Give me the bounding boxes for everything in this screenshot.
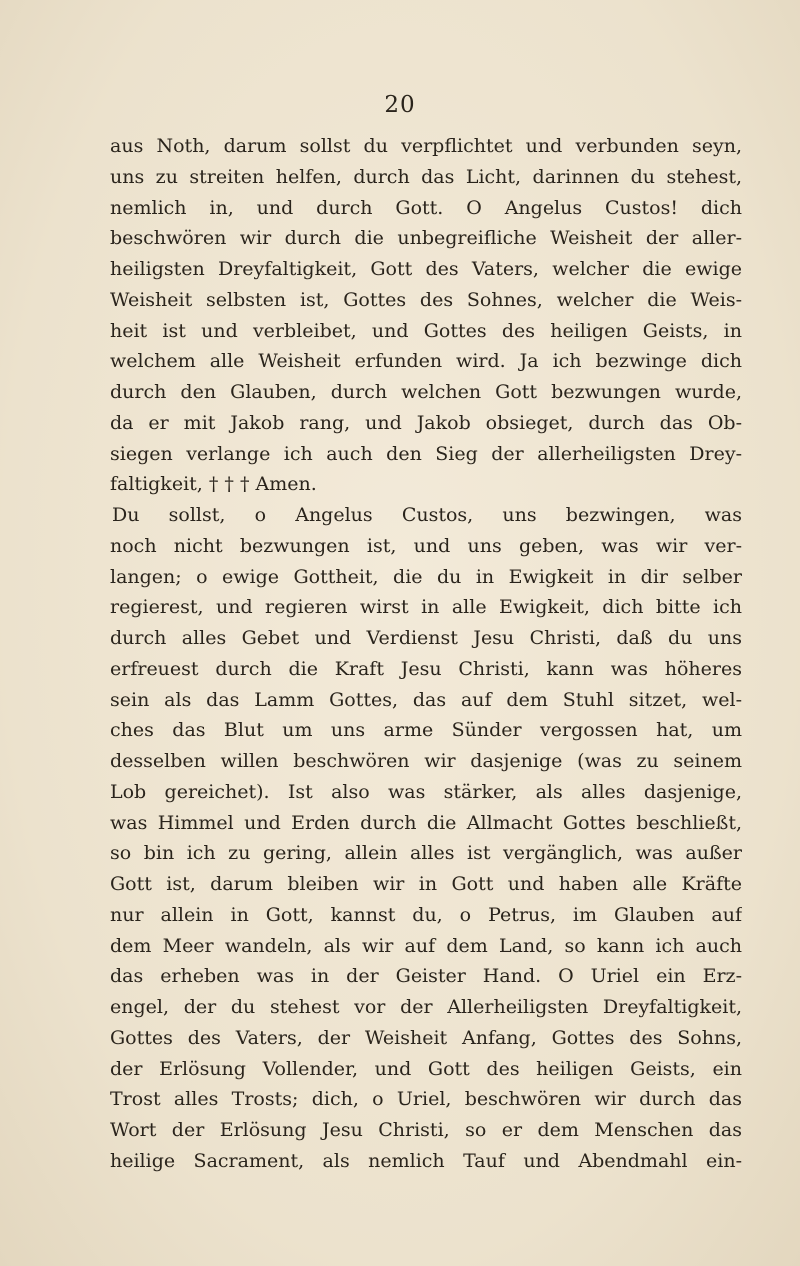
text-line: welchem alle Weisheit erfunden wird. Ja ich bezwinge dich <box>110 350 742 373</box>
text-line: durch den Glauben, durch welchen Gott bezwungen wurde, <box>110 381 742 403</box>
text-line: was Himmel und Erden durch die Allmacht Gottes beschließt, <box>110 811 742 834</box>
text-line: heiligsten Dreyfaltigkeit, Gott des Vaters, welcher die ewige <box>110 258 742 280</box>
text-line: Gottes des Vaters, der Weisheit Anfang, Gottes des Sohns, <box>110 1026 742 1049</box>
text-line: Gott ist, darum bleiben wir in Gott und haben alle Kräfte <box>110 873 742 895</box>
text-line: langen; o ewige Gottheit, die du in Ewigkeit in dir selber <box>110 565 742 588</box>
text-line: aus Noth, darum sollst du verpflichtet und verbunden seyn, <box>110 135 742 157</box>
text-line: da er mit Jakob rang, und Jakob obsieget, durch das Ob- <box>110 411 742 434</box>
text-line: beschwören wir durch die unbegreifliche Weisheit der aller- <box>110 227 742 250</box>
text-line: Lob gereichet). Ist also was stärker, als alles dasjenige, <box>110 780 742 803</box>
text-line: engel, der du stehest vor der Allerheiligsten Dreyfaltigkeit, <box>110 996 742 1018</box>
text-line: dem Meer wandeln, als wir auf dem Land, so kann ich auch <box>110 934 742 957</box>
text-line: heit ist und verbleibet, und Gottes des heiligen Geists, in <box>110 319 742 342</box>
body-text <box>110 131 742 1177</box>
text-line: der Erlösung Vollender, und Gott des heiligen Geists, ein <box>110 1057 742 1080</box>
text-line: desselben willen beschwören wir dasjenige (was zu seinem <box>110 750 742 772</box>
page-number: 20 <box>384 92 416 118</box>
text-line: nur allein in Gott, kannst du, o Petrus, im Glauben auf <box>110 903 742 926</box>
text-line: Du sollst, o Angelus Custos, uns bezwingen, was <box>112 504 742 526</box>
text-line: uns zu streiten helfen, durch das Licht, darinnen du stehest, <box>110 165 742 188</box>
text-line: siegen verlange ich auch den Sieg der allerheiligsten Drey- <box>110 442 742 465</box>
text-line: noch nicht bezwungen ist, und uns geben, was wir ver- <box>110 534 742 557</box>
text-line: Weisheit selbsten ist, Gottes des Sohnes, welcher die Weis- <box>110 288 742 311</box>
text-line: so bin ich zu gering, allein alles ist vergänglich, was außer <box>110 842 742 865</box>
text-line: nemlich in, und durch Gott. O Angelus Custos! dich <box>110 196 742 219</box>
text-line: heilige Sacrament, als nemlich Tauf und Abendmahl ein- <box>110 1149 742 1172</box>
text-line: faltigkeit, † † † Amen. <box>110 473 317 496</box>
text-line: sein als das Lamm Gottes, das auf dem Stuhl sitzet, wel- <box>110 688 742 711</box>
text-line: erfreuest durch die Kraft Jesu Christi, kann was höheres <box>110 657 742 680</box>
text-line: durch alles Gebet und Verdienst Jesu Christi, daß du uns <box>110 627 742 649</box>
text-line: ches das Blut um uns arme Sünder vergossen hat, um <box>110 719 742 742</box>
text-line: Trost alles Trosts; dich, o Uriel, beschwören wir durch das <box>110 1088 742 1111</box>
text-line: das erheben was in der Geister Hand. O Uriel ein Erz- <box>110 965 742 988</box>
text-line: Wort der Erlösung Jesu Christi, so er dem Menschen das <box>110 1119 742 1141</box>
text-line: regierest, und regieren wirst in alle Ewigkeit, dich bitte ich <box>110 596 742 619</box>
